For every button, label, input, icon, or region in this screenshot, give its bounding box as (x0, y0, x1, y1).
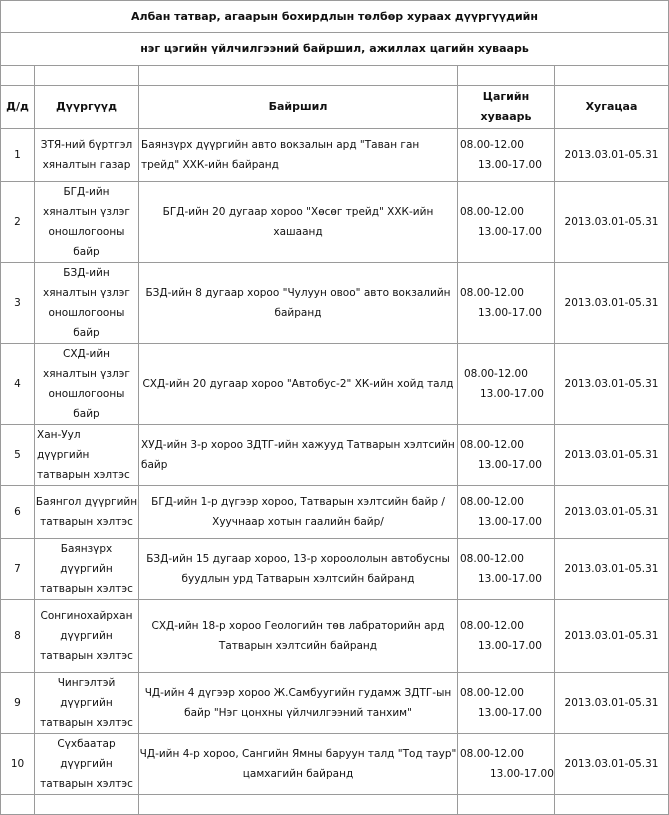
schedule-afternoon: 13.00-17.00 (490, 768, 554, 780)
row-num: 4 (1, 344, 35, 425)
empty-cell (458, 795, 555, 815)
table-row (1, 539, 669, 600)
title-row-1 (1, 1, 669, 33)
schedule-afternoon: 13.00-17.00 (478, 516, 542, 528)
row-district: СХД-ийн хяналтын үзлэг оношлогооны байр (35, 344, 139, 425)
table-title-line1: Албан татвар, агаарын бохирдлын төлбөр хураах дүүргүүдийн (1, 1, 669, 33)
row-period: 2013.03.01-05.31 (555, 129, 669, 182)
row-location: БЗД-ийн 15 дугаар хороо, 13-р хороололын автобусны буудлын урд Татварын хэлтсийн байранд (139, 539, 458, 600)
spacer-row (1, 66, 669, 86)
schedule-afternoon: 13.00-17.00 (478, 707, 542, 719)
spacer-cell (35, 66, 139, 86)
row-district: Баянгол дүүргийн татварын хэлтэс (35, 486, 139, 539)
table-row-partial (1, 795, 669, 815)
table-row (1, 486, 669, 539)
empty-cell (1, 795, 35, 815)
row-schedule (458, 734, 555, 795)
row-location: ХУД-ийн 3-р хороо ЗДТГ-ийн хажууд Татварын хэлтсийн байр (139, 425, 458, 486)
schedule-morning: 08.00-12.00 (460, 553, 524, 565)
row-period: 2013.03.01-05.31 (555, 673, 669, 734)
row-num: 8 (1, 600, 35, 673)
row-period: 2013.03.01-05.31 (555, 182, 669, 263)
spacer-cell (139, 66, 458, 86)
row-district: ЗТЯ-ний бүртгэл хяналтын газар (35, 129, 139, 182)
schedule-afternoon: 13.00-17.00 (478, 307, 542, 319)
row-location: СХД-ийн 18-р хороо Геологийн төв лабраторийн ард Татварын хэлтсийн байранд (139, 600, 458, 673)
table-title-line2: нэг цэгийн үйлчилгээний байршил, ажиллах цагийн хуваарь (1, 33, 669, 66)
schedule-afternoon: 13.00-17.00 (478, 459, 542, 471)
spacer-cell (1, 66, 35, 86)
schedule-afternoon: 13.00-17.00 (478, 573, 542, 585)
schedule-morning: 08.00-12.00 (460, 139, 524, 151)
row-period: 2013.03.01-05.31 (555, 344, 669, 425)
row-schedule (458, 263, 555, 344)
row-district: Сонгинохайрхан дүүргийн татварын хэлтэс (35, 600, 139, 673)
table-row (1, 425, 669, 486)
row-district: Хан-Уул дүүргийн татварын хэлтэс (35, 425, 139, 486)
row-location: Баянзүрх дүүргийн авто вокзалын ард "Таван ган трейд" ХХК-ийн байранд (139, 129, 458, 182)
table-row (1, 344, 669, 425)
schedule-afternoon: 13.00-17.00 (478, 226, 542, 238)
row-num: 10 (1, 734, 35, 795)
empty-cell (139, 795, 458, 815)
row-schedule (458, 129, 555, 182)
row-schedule (458, 673, 555, 734)
row-schedule (458, 539, 555, 600)
table-row (1, 182, 669, 263)
empty-cell (35, 795, 139, 815)
row-location: СХД-ийн 20 дугаар хороо "Автобус-2" ХК-ийн хойд талд (139, 344, 458, 425)
schedule-morning: 08.00-12.00 (460, 496, 524, 508)
row-location: ЧД-ийн 4 дүгээр хороо Ж.Самбуугийн гудамж ЗДТГ-ын байр "Нэг цонхны үйлчилгээний танхим" (139, 673, 458, 734)
row-district: Баянзүрх дүүргийн татварын хэлтэс (35, 539, 139, 600)
row-num: 5 (1, 425, 35, 486)
row-schedule (458, 182, 555, 263)
row-period: 2013.03.01-05.31 (555, 600, 669, 673)
row-schedule (458, 425, 555, 486)
header-district: Дүүргүүд (35, 86, 139, 129)
row-district: БГД-ийн хяналтын үзлэг оношлогооны байр (35, 182, 139, 263)
schedule-morning: 08.00-12.00 (460, 748, 524, 760)
header-period: Хугацаа (555, 86, 669, 129)
header-location: Байршил (139, 86, 458, 129)
row-period: 2013.03.01-05.31 (555, 425, 669, 486)
schedule-afternoon: 13.00-17.00 (478, 640, 542, 652)
row-district: Чингэлтэй дүүргийн татварын хэлтэс (35, 673, 139, 734)
empty-cell (555, 795, 669, 815)
row-district: Сүхбаатар дүүргийн татварын хэлтэс (35, 734, 139, 795)
header-row (1, 86, 669, 129)
table-row (1, 673, 669, 734)
schedule-afternoon: 13.00-17.00 (480, 388, 544, 400)
row-num: 7 (1, 539, 35, 600)
row-num: 6 (1, 486, 35, 539)
schedule-morning: 08.00-12.00 (460, 687, 524, 699)
schedule-morning: 08.00-12.00 (464, 368, 528, 380)
spacer-cell (555, 66, 669, 86)
row-period: 2013.03.01-05.31 (555, 486, 669, 539)
row-schedule (458, 344, 555, 425)
row-period: 2013.03.01-05.31 (555, 263, 669, 344)
row-num: 3 (1, 263, 35, 344)
row-num: 9 (1, 673, 35, 734)
schedule-afternoon: 13.00-17.00 (478, 159, 542, 171)
row-location: БГД-ийн 1-р дүгээр хороо, Татварын хэлтсийн байр /Хуучнаар хотын гаалийн байр/ (139, 486, 458, 539)
row-location: БГД-ийн 20 дугаар хороо "Хөсөг трейд" ХХК-ийн хашаанд (139, 182, 458, 263)
row-location: ЧД-ийн 4-р хороо, Сангийн Ямны баруун талд "Тод таур" цамхагийн байранд (139, 734, 458, 795)
row-schedule (458, 600, 555, 673)
table-row (1, 263, 669, 344)
spacer-cell (458, 66, 555, 86)
row-num: 2 (1, 182, 35, 263)
table-row (1, 600, 669, 673)
table-row (1, 129, 669, 182)
title-row-2 (1, 33, 669, 66)
row-period: 2013.03.01-05.31 (555, 734, 669, 795)
schedule-morning: 08.00-12.00 (460, 206, 524, 218)
schedule-morning: 08.00-12.00 (460, 287, 524, 299)
table-row (1, 734, 669, 795)
row-num: 1 (1, 129, 35, 182)
schedule-morning: 08.00-12.00 (460, 620, 524, 632)
schedule-morning: 08.00-12.00 (460, 439, 524, 451)
row-location: БЗД-ийн 8 дугаар хороо "Чулуун овоо" авто вокзалийн байранд (139, 263, 458, 344)
header-schedule: Цагийн хуваарь (458, 86, 555, 129)
row-schedule (458, 486, 555, 539)
row-period: 2013.03.01-05.31 (555, 539, 669, 600)
header-num: Д/д (1, 86, 35, 129)
row-district: БЗД-ийн хяналтын үзлэг оношлогооны байр (35, 263, 139, 344)
